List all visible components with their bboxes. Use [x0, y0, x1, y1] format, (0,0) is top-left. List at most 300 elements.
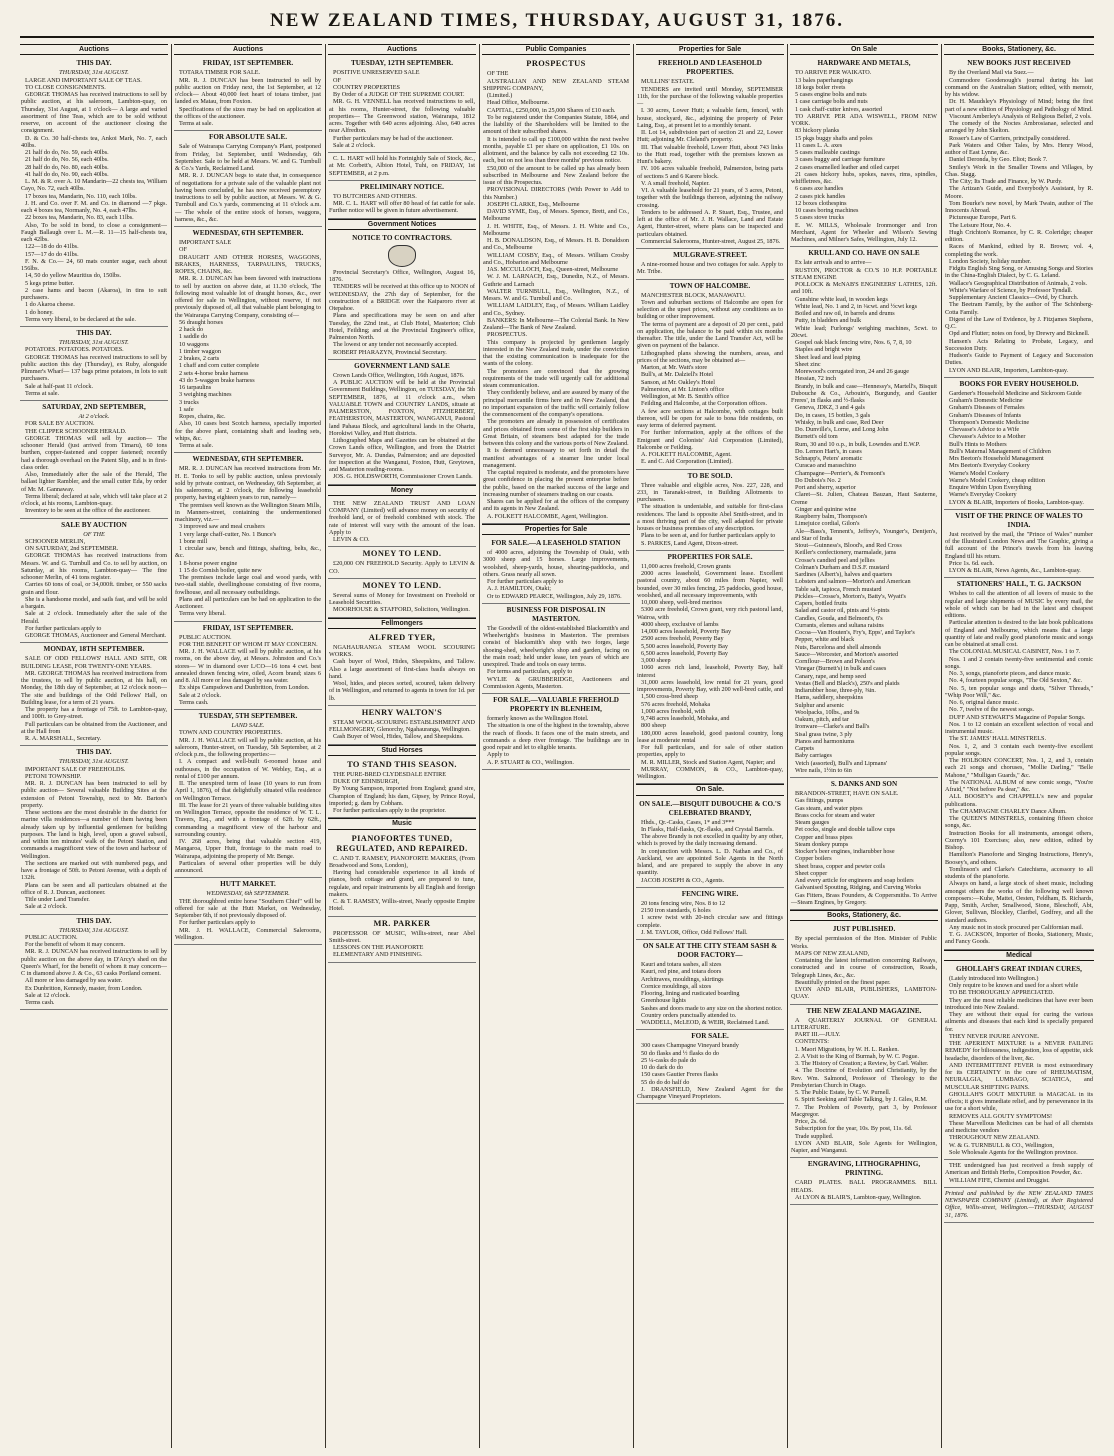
ad-line: Trade supplied.	[795, 1132, 834, 1140]
ad-heading: TO STAND THIS SEASON.	[347, 759, 457, 769]
advertisement	[174, 878, 322, 945]
ad-heading: THE NEW ZEALAND MAGAZINE.	[806, 1006, 922, 1015]
ad-line: ALL BOOSEY's and CHAPPELL's new and popular publications.	[945, 793, 1093, 808]
ad-line: Hhds., Qr.-Casks, Cases, 1* and 3***	[641, 818, 735, 826]
ad-line: Do. Dunville's, Lorne, and Long John	[795, 426, 889, 433]
ad-line: W. & G. TURNBULL & CO., Wellington,	[949, 1141, 1054, 1149]
column-2	[174, 44, 322, 1448]
ad-line: Claret—St. Julien, Chateau Bauzan, Haut Sauterne, Creme	[791, 491, 937, 506]
ad-line: 1 15 do Cornish boiler, quite new	[179, 566, 262, 574]
ad-line: Oakum, pitch, and tar	[795, 716, 849, 723]
ad-line: MR. R. J. DUNCAN has been favored with instructions to sell by auction on above date, at 11.30 o'clock, The following most valuable lot of draught horses, &c., over offered for sale in Wellington, without reserve, if not previously disposed of, all that valuable plant belonging to the Wairarapa Carrying Company, consisting of—	[175, 275, 321, 319]
ad-line: Fidgits English Sing Song, or Amusing Songs and Stories in the China-English Dialect, by C. G. Leland.	[945, 265, 1093, 280]
ad-line: 18 kegs boiler rivets	[795, 83, 846, 91]
advertisement	[20, 57, 168, 327]
ad-line: NGAHAURANGA STEAM WOOL SCOURING WORKS.	[329, 643, 475, 658]
column-divider	[479, 44, 480, 1448]
advertisement	[790, 778, 938, 910]
ad-line: Chevasse's Advice to a Wife	[949, 426, 1020, 433]
ad-line: 50 do flasks and ½ flasks do do	[641, 1049, 720, 1057]
ad-line: A few acre sections at Halcombe, with cottages built thereon, will be open for sale to bona fide residents, on easy terms of deferred payment.	[637, 407, 783, 429]
advertisement	[328, 360, 476, 485]
ad-heading: SATURDAY, 2ND SEPTEMBER,	[42, 403, 146, 411]
ad-line: The promoters are already in possession of certificates and prices obtained from some of the first ship builders in Great Britain, of steamers best adapted for the trade between this colony and the various ports of New Zealand.	[483, 418, 629, 447]
ad-line: 5 kegs prime butter.	[25, 279, 75, 287]
ad-line: Kauri and totara sashes, all sizes	[641, 961, 722, 968]
ad-line: THE undersigned has just received a fresh supply of American and British Herbs, Composition Powder, &c.	[945, 1162, 1093, 1177]
ad-line: TOWN AND COUNTRY PROPERTIES.	[179, 729, 283, 737]
ad-body	[791, 1179, 937, 1201]
ad-line: L. M. & R. over A. 10 Mandarin—22 chests tea, William Cayo, No. 72, each 40lbs.	[21, 178, 167, 193]
column-6	[790, 44, 938, 1448]
ad-line: No. 6, original dance music.	[949, 699, 1019, 706]
ad-line: Vetch (assorted), Bull's and Lipmans'	[795, 759, 888, 767]
ad-line: Nos. 1 to 12 contain an excellent selection of vocal and instrumental music.	[945, 720, 1093, 735]
ad-line: Do Dubois's No. 2	[795, 476, 841, 484]
ad-line: (Lately introduced into Wellington.)	[949, 974, 1039, 982]
ad-line: 14, 50 do yellow Mauritius do, 150lbs.	[25, 272, 122, 280]
ad-line: Hugh Crichton's Romance, by C. R. Coleridge; cheaper edition.	[945, 228, 1093, 243]
ad-body	[637, 961, 783, 1026]
ad-line: A. P. STUART & CO., Wellington.	[487, 758, 574, 766]
ad-line: 13 bales paperhangings	[795, 76, 854, 84]
ad-line: Further particulars may be had of the auctioneer.	[333, 134, 454, 142]
ad-line: Terms at sale.	[179, 442, 214, 449]
ad-line: Tenders to be addressed A. P. Stuart, Esq., Trustee, and left at the office of Mr. J. H. Wallace, Land and Estate Agent, Hunter-street, where plans can be inspected and particulars obtained.	[637, 208, 783, 238]
ad-line: £50,000 of the amount to be called up has already been subscribed in Melbourne and New Zealand before the issue of this Prospectus.	[483, 164, 629, 186]
ad-line: VI. A valuable leasehold for 21 years, of 3 acres, Petoni, together with the buildings thereon, adjoining the railway crossing.	[637, 187, 783, 209]
ad-body	[637, 900, 783, 936]
ad-body	[945, 69, 1093, 374]
ad-line: The Beetram Family, by the author of The Schönberg-Cotta Family.	[945, 301, 1093, 316]
ad-line: Daniel Deronda, by Geo. Eliot; Book 7.	[949, 156, 1048, 164]
ad-line: Several sums of Money for Investment on Freehold or Leasehold Securities.	[329, 591, 475, 606]
ad-line: TO BUTCHERS AND OTHERS.	[333, 192, 417, 200]
ad-line: Terms cash.	[25, 999, 55, 1006]
section-heading: Auctions	[174, 44, 322, 55]
ad-line: COUNTRY PROPERTIES	[333, 83, 400, 91]
ad-line: 3. The History of Creation; a Review, by Carl. Walter.	[795, 1060, 929, 1067]
ad-line: DUFF AND STEWART'S Magazine of Popular Songs.	[949, 713, 1086, 721]
ad-line: 12 boxes clothespins	[795, 199, 847, 207]
column-1	[20, 44, 168, 1448]
ad-line: Park Waters and Other Tales, by Mrs. Henry Wood, author of East Lynne, &c.	[945, 141, 1093, 156]
ad-line: 10 do dark do do	[641, 1064, 683, 1071]
ad-line: GEORGE THOMAS, Auctioneer and General Merchant.	[25, 632, 167, 639]
ad-line: Plans to be seen at, and for further particulars apply to	[641, 532, 776, 540]
ad-line: Gas fittings, pumps	[795, 797, 844, 805]
ad-line: And every article for engineers and soap boilers	[795, 877, 914, 884]
ad-line: Chevasse's Advice to a Mother	[949, 433, 1026, 441]
ad-line: Terms liberal; declared at sale, which will take place at 2 o'clock, at his rooms, Lambton-quay.	[21, 492, 167, 507]
ad-line: Boiled and raw oil, in barrels and drums	[795, 310, 895, 317]
advertisement	[636, 280, 784, 470]
ad-line: JAS. MCCULLOCH, Esq., Queen-street, Melbourne	[487, 266, 619, 273]
ad-body	[329, 930, 475, 959]
ad-body	[483, 715, 629, 766]
ad-line: Ex ships Campsdown and Dunbritton, from London.	[179, 684, 310, 692]
ad-heading: HARDWARE AND METALS,	[817, 59, 911, 68]
ad-line: 21 cases hickory hubs, spokes, naves, rims, spindles, whiffletrees, &c.	[791, 170, 937, 185]
ad-line: Candles, Gouda, and Belmont's, 6's	[795, 614, 883, 622]
ad-line: No. 4, fourteen popular songs, "The Old Sexton," &c.	[949, 677, 1083, 685]
advertisement	[328, 498, 476, 548]
ad-line: 10,000 sheep, well-bred merinos	[641, 599, 722, 606]
ad-line: 7. The Problem of Poverty, part 3, by Professor Macgregor.	[791, 1103, 937, 1118]
ad-line: The Goodwill of the oldest-established Blacksmith's and Wheelwright's business in Masterton. The premises consist of blacksmith's shop with two forges, large shoeing-shed, wheelwright's shop and garden, facing on the main road; held under lease, ten years of which are unexpired. Trade and tools on easy terms.	[483, 624, 629, 668]
ad-line: Plans can be seen and all particulars obtained at the office of R. J. Duncan, auctioneer.	[21, 881, 167, 896]
section-heading: Music	[328, 818, 476, 829]
ad-line: Limejuice cordial, Gilon's	[795, 520, 860, 528]
ad-line: Stout—Guinness's, Blood's, and Red Cross	[795, 542, 902, 549]
ad-line: Sale at 2 o'clock.	[179, 691, 222, 699]
ad-line: The capital required is moderate, and the promoters have great confidence in placing the present enterprise before the public, based on the marked success of the large and increasing number of steamers trading on our coasts.	[483, 469, 629, 498]
ad-line: 3 improved saw and meal crushers	[179, 523, 265, 531]
ad-line: Currants, elemes and sultana raisins	[795, 621, 884, 629]
ad-subheading: LAND SALE.	[231, 722, 265, 729]
ad-line: H. B. DONALDSON, Esq., of Messrs. H. B. Donaldson and Co., Melbourne	[483, 237, 629, 252]
ad-body	[21, 766, 167, 911]
ad-line: Hamilton's Pianoforte and Singing Instructions, Henry's, Boosey's, and others.	[945, 851, 1093, 866]
ad-line: A. FOLKETT HALCOMBE, Agent, Wellington.	[487, 512, 608, 520]
ad-line: 800 sheep	[641, 722, 666, 730]
ad-line: Particulars of several other properties will be duly announced.	[175, 859, 321, 874]
ad-line: Wool, hides, and pieces sorted, scoured, taken delivery of in Wellington, and returned to agents in town for 1d. per lb.	[329, 680, 475, 702]
ad-line: 1 chaff and corn cutter complete	[179, 362, 260, 370]
ad-line: 20 tons fencing wire, Nos. 8 to 12	[641, 899, 726, 907]
advertisement	[174, 453, 322, 621]
ad-line: OF THE	[487, 70, 509, 78]
ad-body	[483, 625, 629, 690]
ad-line: Bull's Hints to Mothers	[949, 440, 1007, 448]
ad-line: MR. R. J. DUNCAN has been instructed to sell by public auction— Several valuable Building Sites at the extension of Petoni Township, next to Mr. Barton's property.	[21, 780, 167, 809]
ad-line: The QUEEN'S MINSTRELS, containing fifteen choice songs, &c.	[945, 815, 1093, 830]
ad-body	[329, 500, 475, 544]
ad-line: of 4000 acres, adjoining the Township of Otaki, with 3000 sheep and 15 horses. Large improvements, woolshed, sheep-yards, house, shearing-paddocks, and others. Grass nearly all sown.	[483, 549, 629, 578]
ad-subheading: OF THE	[83, 530, 105, 538]
ad-line: LYON AND BLAIR, Importers, Lambton-quay.	[949, 366, 1069, 374]
ad-line: The CHAMPAGNE CHARLEY Dance Album.	[949, 807, 1067, 815]
advertisement	[328, 579, 476, 618]
masthead	[20, 4, 1094, 38]
ad-line: E. W. MILLS, Wholesale Ironmonger and Iron Merchant, Agent for Wheeler and Wilson's Sewing Machines, and Milner's Safes, Wellington, July 12.	[791, 221, 937, 243]
ad-line: Copper and brass pipes	[795, 833, 853, 841]
ad-body	[21, 77, 167, 324]
ad-line: A QUARTERLY JOURNAL OF GENERAL LITERATURE.	[791, 1016, 937, 1031]
ad-line: 1 saddle do	[179, 333, 208, 341]
ad-body	[483, 549, 629, 600]
ad-line: PETONI TOWNSHIP.	[25, 772, 82, 780]
ad-body	[637, 482, 783, 547]
ad-line: Rosser's Law of Carriers, principally considered.	[949, 134, 1070, 142]
ad-line: MR. C. L. HART will offer 80 head of fat cattle for sale. Further notice will be given in future advertisement.	[329, 200, 475, 215]
ad-line: 2500 acres freehold, Poverty Bay	[641, 635, 724, 643]
ad-line: 28 half do do, No. 80, each 40lbs.	[25, 163, 109, 171]
ad-line: Three valuable and eligible acres, Nos. 227, 228, and 233, in Taranaki-street, in Building Allotments to purchasers.	[637, 481, 783, 503]
ad-line: 10 cases boring machines	[795, 207, 859, 214]
advertisement	[482, 694, 630, 770]
ad-line: 43 do 5-waggon brake harness	[179, 376, 255, 384]
column-4	[482, 44, 630, 1448]
ad-line: V. A small freehold, Napier.	[641, 179, 710, 187]
ad-line: 16 tarpaulins	[179, 384, 212, 391]
column-divider	[787, 44, 788, 1448]
ad-line: A. FOLKETT HALCOMBE, Agent.	[641, 451, 732, 458]
ad-line: GHOLLAH'S GOUT MIXTURE is MAGICAL in its effects; it gives immediate relief, and by perseverance in its use for a short while,	[945, 1090, 1093, 1113]
ad-line: 2000 acres leasehold, Government lease. Excellent pastoral country, about 60 miles from Napier, well bounded, over 30 miles fencing, 25 paddocks, good house, woolshed, and all necessary improvements, with	[637, 570, 783, 599]
ad-line: A PUBLIC AUCTION will be held at the Provincial Government Buildings, Wellington, on TUESDAY, the 5th SEPTEMBER, 1876, at 11 o'clock a.m., when VALUABLE TOWN and COUNTRY LANDS, situate at PALMERSTON, FOXTON, FITZHERBERT, FEATHERSTON, MASTERTON, WANGANUI, Pastoral land Pahaua Block, and agricultural lands in the Ohariu, Horokiwi Valley, and Hutt districts.	[329, 379, 475, 437]
ad-line: REMOVES ALL GOUTY SYMPTOMS!	[949, 1112, 1053, 1120]
ad-line: FOR SALE BY AUCTION.	[25, 420, 95, 428]
ad-line: Salad and castor oil, pints and ½-pints	[795, 607, 890, 615]
ad-heading: MR. PARKER	[373, 918, 431, 928]
ad-line: In Flasks, Half-flasks, Qr.-flasks, and Crystal Barrels.	[641, 825, 774, 833]
advertisement	[636, 57, 784, 249]
ad-line: For further particulars apply to	[25, 624, 102, 632]
ad-heading: FENCING WIRE.	[681, 889, 739, 898]
ad-line: Gas steam, and water pipes	[795, 804, 863, 812]
column-5	[636, 44, 784, 1448]
ad-subheading: THURSDAY, 31st AUGUST.	[59, 758, 129, 766]
ad-line: Gospel oak black fencing wire, Nos. 6, 7, 8, 10	[795, 339, 912, 346]
ad-line: By the Overland Mail via Suez.—	[949, 69, 1034, 77]
ad-line: Terms at sale.	[179, 120, 214, 127]
ad-line: GEORGE THOMAS has received instructions to sell by public auction, at his saleroom, Lambton-quay, on Thursday, 31st August, at 1 o'clock— A large and varied assortment of fine Teas, which are to be sold without reserve, on account of the auctioneer closing the consignment.	[21, 91, 167, 135]
ad-line: Sardines (Albert's), halves and quarters	[795, 571, 893, 578]
ad-heading: FREEHOLD AND LEASEHOLD PROPERTIES.	[658, 59, 762, 77]
ad-line: Containing the latest information concerning Railways, constructed and in course of construction, Roads, Telegraph Lines, &c., &c.	[791, 957, 937, 979]
ad-heading: HENRY WALTON'S	[361, 707, 443, 717]
ad-line: DAVID SYME, Esq., of Messrs. Spence, Brett, and Co., Melbourne	[483, 208, 629, 223]
ad-line: The NATIONAL ALBUM of new comic songs, "You're Afraid," "Not before Pa dear," &c.	[945, 778, 1093, 793]
ad-line: Graham's Diseases of Females	[949, 404, 1025, 412]
ad-line: Brandy, in bulk and case—Hennessy's, Martell's, Bisquit Dubouche & Co., Arbouin's, Burgundy, and Gautier Freres', in flasks and ½-flasks	[791, 382, 937, 404]
ad-line: IMPORTANT SALE OF FREEHOLDS.	[25, 765, 126, 773]
ad-line: Burnett's old tom	[795, 433, 838, 441]
ad-line: MR. J. H. WALLACE will sell by public auction, at his saleroom, Hunter-street, on Tuesday, 5th September, at 2 o'clock p.m., the following properties:—	[175, 736, 321, 758]
ad-line: 1 do honey.	[25, 308, 54, 316]
ad-line: To be registered under the Companies Statute, 1864, and the liability of the Shareholders will be limited to the amount of their subscribed shares.	[483, 113, 629, 136]
ad-line: Nos. 1 and 2 contain twenty-five sentimental and comic songs.	[945, 655, 1093, 670]
ad-heading: SALE BY AUCTION	[61, 520, 127, 529]
ad-line: MANCHESTER BLOCK, MANAWATU.	[641, 291, 746, 299]
ad-heading: KRULL AND CO. HAVE ON SALE	[808, 249, 920, 258]
ad-line: 6. Spirit Seeking and Table Talking, by J. Giles, R.M.	[795, 1096, 928, 1104]
ad-line: Cash Buyer of Wool, Hides, Tallow, and Sheepskins.	[333, 733, 464, 741]
ad-line: Opd and Flutter; notes on food, by Drewry and Bicknell.	[949, 330, 1090, 338]
ad-heading: ON SALE.—BISQUIT DUBOUCHE & CO.'S CELEBRATED BRANDY,	[639, 799, 781, 817]
ad-line: By special permission of the Hon. Minister of Public Works.	[791, 935, 937, 950]
ad-body	[175, 239, 321, 449]
ad-line: MR. R. J. DUNCAN has been instructed to sell by public auction on Friday next, the 1st September, at 12 o'clock— About 40,000 feet heart of totara timber, just landed ex Matau, from Foxton.	[175, 76, 321, 106]
ad-line: These sections are the most desirable in the district for marine villa residences—a number of them having been already taken up by influential gentlemen for building purposes. The land is high, level, upon a gravel subsoil, and within ten minutes' walk of the Petoni Station, and commands a magnificent view of the town and harbour of Wellington.	[21, 809, 167, 860]
ad-line: Pickles—Crosse's, Morton's, Batty's, Wyatt's	[795, 592, 906, 600]
ad-line: The lowest or any tender not necessarily accepted.	[333, 341, 458, 349]
ad-line: Steam donkey pumps	[795, 840, 849, 848]
ad-line: 6,500 acres leasehold, Poverty Bay	[641, 649, 728, 657]
ad-line: MR. J. H. WALLACE will sell by public auction, at his rooms, on the above day, at Messrs. Johnston and Co.'s stores— W in diamond over L/CO—16 tons 4 cwt. best annealed drawn fencing wire, oiled, Acorn brand; sizes 6 and 8. All more or less damaged by sea water.	[175, 648, 321, 684]
ad-heading: ENGRAVING, LITHOGRAPHING, PRINTING.	[807, 1160, 921, 1178]
ad-line: Schnapp's, Peters' aromatic	[795, 455, 863, 462]
ad-body	[637, 261, 783, 276]
ad-line: Nuts, Barcelona and shell almonds	[795, 643, 882, 651]
column-divider	[171, 44, 172, 1448]
royal-crest-icon	[388, 245, 416, 267]
ad-line: Sale at half-past 11 o'clock.	[25, 382, 94, 390]
ad-heading: HUTT MARKET.	[220, 880, 276, 889]
ad-line: The comedy of the Noctes Ambrosianae, selected and arranged by John Skelton.	[945, 120, 1093, 135]
advertisement	[944, 1160, 1094, 1188]
ad-line: PROFESSOR OF MUSIC, Willis-street, near Abel Smith-street.	[329, 929, 475, 944]
ad-line: GEORGE THOMAS has received instructions from Messrs. W. and G. Turnbull and Co. to sell by auction, on Saturday, at his rooms, Lambton-quay— The fine schooner Merlin, of 41 tons register.	[21, 552, 167, 581]
ad-line: Wire nails, 1½in to 6in	[795, 766, 852, 774]
ad-heading: PROSPECTUS	[526, 59, 586, 69]
ad-line: 1 case carriage bolts and nuts	[795, 98, 868, 106]
ad-line: 300 cases Champagne Vineyard brandy	[641, 1042, 739, 1050]
ad-line: Cash buyer of Wool, Hides, Sheepskins, and Tallow. Also a large assortment of first-class basils always on hand.	[329, 658, 475, 680]
advertisement	[328, 181, 476, 219]
ad-line: Pet cocks, single and double tallow cups	[795, 826, 896, 834]
ad-body	[637, 819, 783, 884]
ad-line: The promoters are convinced that the growing requirements of the trade will urgently call for additional steam communication.	[483, 367, 629, 389]
advertisement	[174, 710, 322, 878]
ad-line: MR. R. J. DUNCAN has received instructions to sell by public auction on the above day, in D'Arcy's shed on the Queen's Wharf, for the benefit of whom it may concern— C in diamond above J. & Co., 63 casks Portland cement.	[21, 948, 167, 977]
ad-line: Sole Wholesale Agents for the Wellington province.	[949, 1148, 1078, 1156]
advertisement	[636, 888, 784, 940]
ad-line: Gunshine white lead, in wooden kegs	[795, 295, 888, 303]
ad-line: MULLINS' ESTATE.	[641, 78, 695, 86]
ad-line: These Marvellous Medicines can be had of all chemists and medicine vendors	[945, 1119, 1093, 1134]
section-heading: Properties for Sale	[636, 44, 784, 55]
ad-line: 55 do do do half do	[641, 1078, 690, 1086]
ad-line: THROUGHOUT NEW ZEALAND.	[949, 1134, 1040, 1142]
ad-line: 1 timber waggon	[179, 347, 221, 355]
ad-line: The Artizan's Guide, and Everybody's Assistant, by R. Moore.	[945, 185, 1093, 200]
ad-line: Lobsters and salmon—Morton's and American	[795, 578, 911, 586]
ad-line: Copper boilers	[795, 855, 832, 863]
ad-line: C. & T. RAMSEY, Willis-street, Nearly opposite Empire Hotel.	[329, 898, 475, 913]
ad-line: BANKERS: In Melbourne—The Colonial Bank. In New Zealand—The Bank of New Zealand.	[483, 316, 629, 331]
ad-line: WALTER TURNBULL, Esq., Wellington, N.Z., of Messrs. W. and G. Turnbull and Co.	[483, 287, 629, 302]
ad-line: Sanson, at Mr. Oakley's Hotel	[641, 378, 715, 386]
advertisement	[636, 551, 784, 785]
ad-line: The Leisure Hour, No. 4.	[949, 221, 1012, 229]
ad-line: 14,000 acres leasehold, Poverty Bay	[641, 628, 732, 635]
ad-line: R. A. MARSHALL, Secretary.	[25, 735, 102, 742]
ad-line: Feilding and Halcombe, at the Corporation offices.	[641, 400, 768, 408]
ad-heading: BOOKS FOR EVERY HOUSEHOLD.	[959, 379, 1079, 388]
ad-line: Country orders punctually attended to.	[641, 1011, 737, 1019]
ad-line: Graham's Domestic Medicine	[949, 397, 1023, 404]
ad-line: AND INTERMITTENT FEVER is most extraordinary for its CERTAINTY in the cure of RHEUMATISM, NEURALGIA, LUMBAGO, SCIATICA, and MUSCULAR SHIFTING PAINS.	[945, 1061, 1093, 1091]
ad-body	[791, 790, 937, 906]
ad-line: Just received by the mail, the "Prince of Wales" number of the Illustrated London News and The Graphic, giving a full account of the Prince's travels from his leaving England till his return.	[945, 530, 1093, 560]
ad-body	[637, 563, 783, 781]
ad-line: 11,000 acres freehold, Crown grants	[641, 562, 731, 570]
ad-line: 1 8-horse power engine	[179, 559, 238, 567]
section-heading: Auctions	[328, 44, 476, 55]
advertisement	[636, 940, 784, 1030]
ad-line: Sale at 2 o'clock.	[333, 141, 376, 149]
ad-line: Ropes, chains, &c.	[179, 413, 226, 420]
ad-line: LYON & BLAIR, Importers of Books, Lambton-quay.	[949, 498, 1084, 506]
ad-line: 1,500 cross-bred sheep	[641, 693, 698, 701]
ad-line: The premises include large coal and wood yards, with two-stall stable, dwellinghouse consisting of five rooms, fowlhouse, and all necessary outbuildings.	[175, 574, 321, 596]
ad-line: Sheet brass, copper and pewter coils	[795, 862, 886, 870]
ad-line: By Young Sampson, imported from England; grand sire, Champion of England; his dam, Gipsey, by Prince Royal, imported; g. dam by Cobham.	[329, 785, 475, 807]
ad-line: The ST. JAMES' HALL MINSTRELS.	[949, 735, 1047, 743]
ad-line: ON SATURDAY, 2nd SEPTEMBER.	[25, 545, 119, 552]
ad-line: D. & Co. 30 half-chests tea, Ankoi Mark, No. 7, each 40lbs.	[21, 134, 167, 149]
ad-body	[175, 143, 321, 223]
ad-heading: THIS DAY.	[76, 916, 112, 925]
ad-line: CAPITAL, £250,000, in 25,000 Shares of £10 each.	[487, 106, 616, 114]
ad-body	[791, 69, 937, 243]
ad-line: MR. GEORGE THOMAS has received instructions from the trustees, to sell by public auction, at his hall, on Monday, the 18th day of September, at 12 o'clock noon— The site and buildings of the Odd Fellows' Hall, on Building lease, for a term of 21 years.	[21, 669, 167, 706]
ad-body	[21, 538, 167, 640]
ad-heading: NOTICE TO CONTRACTORS.	[352, 233, 452, 242]
ad-line: C. L. HART will hold his Fortnightly Sale of Stock, &c., at Mr. Corbett's, Albion Hotel, Tuhi, on FRIDAY, 1st SEPTEMBER, at 2 p.m.	[329, 155, 475, 177]
ad-line: M. R. MILLER, Stock and Station Agent, Napier; and	[641, 758, 776, 766]
advertisement	[20, 643, 168, 746]
ad-heading: VISIT OF THE PRINCE OF WALES TO INDIA.	[955, 511, 1083, 529]
column-7	[944, 44, 1094, 1448]
ad-line: 5 cases engine bolts and nuts	[795, 91, 867, 98]
ad-line: Ginger and quinine wine	[795, 505, 857, 513]
ad-line: Bull's Maternal Management of Children	[949, 447, 1051, 455]
ad-line: PUBLIC AUCTION.	[179, 633, 232, 641]
ad-line: 2 cases pick handles	[795, 192, 846, 200]
column-divider	[941, 44, 942, 1448]
advertisement	[328, 758, 476, 819]
ad-line: Always on hand, a large stock of sheet music, including amongst others the works of the following well known composers:—Kuhe, Mattei, Oesten, Feldham, B. Richards, Papp, Smith, Archer, Smallwood, Stone, Bleschoff, Abt, Glover, Sullivan, Blockley, Claribel, Godfrey, and all the standard authors.	[945, 880, 1093, 924]
ad-line: 3 trucks	[179, 398, 199, 406]
ad-line: Gardener's Household Medicine and Sickroom Guide	[949, 389, 1082, 397]
ad-line: J. H. WHITE, Esq., of Messrs. J. H. White and Co., Melbourne	[483, 222, 629, 237]
ad-heading: MULGRAVE-STREET.	[673, 251, 747, 259]
ad-body	[175, 465, 321, 617]
ad-line: W. J. M. LARNACH, Esq., Dunedin, N.Z., of Messrs. Guthrie and Larnach	[483, 273, 629, 288]
ad-line: E. and C. Aid Corporation (Limited).	[641, 458, 733, 466]
section-heading: Public Companies	[482, 44, 630, 55]
ad-line: Crown Lands Office, Wellington, 16th August, 1876.	[333, 371, 465, 379]
ad-line: Warne's Model Cookery	[949, 469, 1010, 477]
ad-line: Wellington, at Mr. B. Smith's office	[641, 393, 730, 400]
ad-line: AUSTRALIAN AND NEW ZEALAND STEAM SHIPPING COMPANY,	[483, 77, 629, 92]
ad-line: Tomlinson's and Clarke's Catechisms, accessory to all students of the pianoforte.	[945, 865, 1093, 880]
ad-line: OF	[333, 76, 341, 84]
ad-line: 1,000 acres freehold, with	[641, 707, 706, 715]
imprint: Printed and published by the NEW ZEALAND TIMES NEWSPAPER COMPANY (Limited), at their Registered Office, Willis-street, Wellington.—THURSDAY, AUGUST 31, 1876.	[944, 1188, 1094, 1223]
advertisement	[636, 1030, 784, 1104]
ad-line: For further particulars apply to the proprietor.	[333, 807, 446, 814]
ad-line: MR. R. J. DUNCAN has received instructions from Mr. H. E. Tonks to sell by public auction, unless previously sold by private contract, on Wednesday, 6th September, at his salerooms, at 2 o'clock, the following leasehold property, having eighteen years to run, namely—	[175, 465, 321, 502]
ad-line: 2 brakes, 2 carts	[179, 355, 220, 362]
section-heading: Fellmongers	[328, 618, 476, 629]
ad-line: 180,000 acres leasehold, good pastoral country, long lease at moderate rental	[637, 729, 783, 744]
ad-line: CONTENTS:	[795, 1038, 830, 1046]
advertisement	[328, 547, 476, 579]
ad-line: Sisal grass twine, 3 ply	[795, 730, 853, 738]
ad-line: PROVISIONAL DIRECTORS (With Power to Add to this Number.)	[483, 186, 629, 201]
ad-subheading: At 2 o'clock.	[78, 413, 110, 420]
ad-line: IMPORTANT SALE	[179, 239, 232, 246]
ad-line: THE APERIENT MIXTURE is a NEVER FAILING REMEDY for biliousness, indigestion, loss of appetite, sick headache, disorders of the liver, &c.	[945, 1040, 1093, 1062]
ad-heading: THIS DAY.	[76, 748, 112, 757]
ad-body	[329, 155, 475, 177]
advertisement	[20, 519, 168, 644]
ad-line: 3 weighing machines	[179, 391, 232, 399]
